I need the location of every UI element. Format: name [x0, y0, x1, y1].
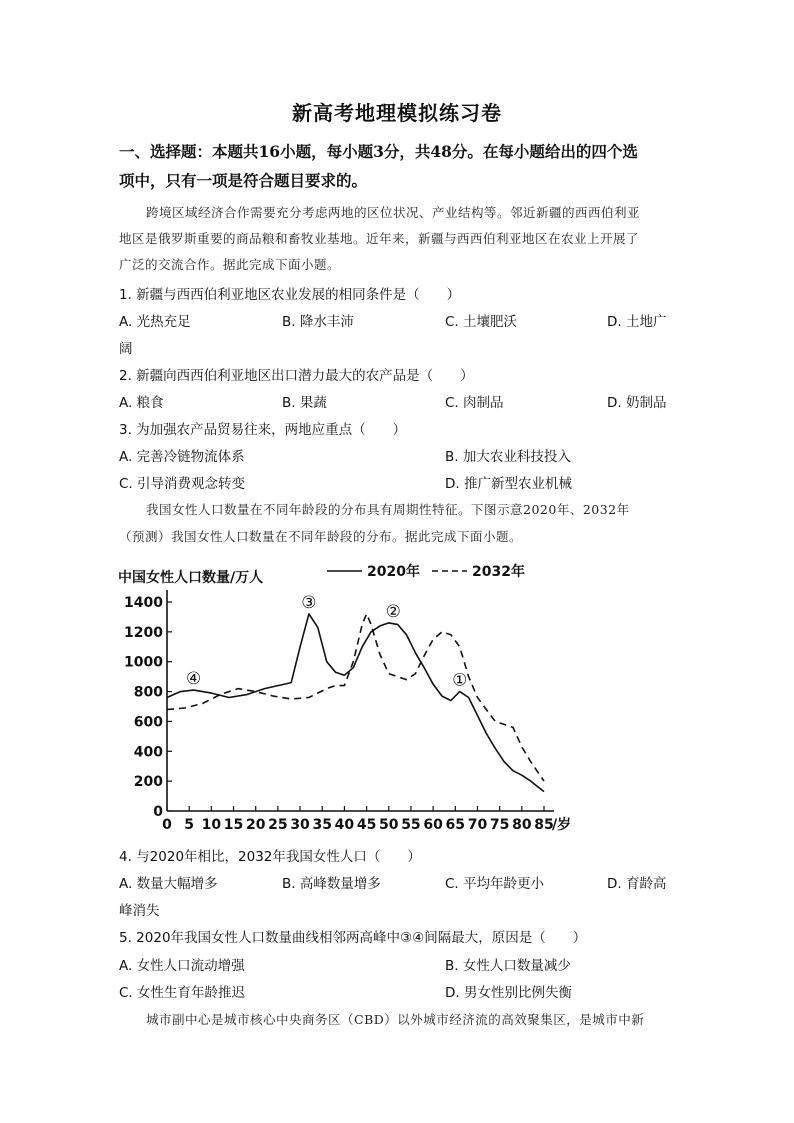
question-3-stem: 3. 为加强农产品贸易往来，两地应重点（ ） — [119, 422, 407, 438]
y-tick-label: 1200 — [124, 624, 163, 641]
section-heading-line2: 项中，只有一项是符合题目要求的。 — [119, 171, 368, 190]
chart-legend — [327, 563, 525, 580]
page-title: 新高考地理模拟练习卷 — [292, 101, 502, 125]
q2-option-d[interactable]: D. 奶制品 — [607, 395, 667, 411]
passage1-line2: 地区是俄罗斯重要的商品粮和畜牧业基地。近年来，新疆与西西伯利亚地区在农业上开展了 — [119, 231, 640, 246]
x-tick-label: 70 — [467, 817, 488, 833]
x-tick-label: 15 — [223, 817, 244, 833]
annotation-label: ④ — [185, 669, 202, 690]
y-tick-label: 0 — [153, 804, 163, 820]
q5-option-b[interactable]: B. 女性人口数量减少 — [445, 958, 571, 974]
passage2-line1: 我国女性人口数量在不同年龄段的分布具有周期性特征。下图示意2020年、2032年 — [146, 502, 630, 517]
x-tick-label: 85 — [534, 817, 554, 833]
q1-option-d[interactable]: D. 土地广 — [607, 314, 667, 330]
question-5-stem: 5. 2020年我国女性人口数量曲线相邻两高峰中③④间隔最大，原因是（ ） — [119, 930, 587, 946]
x-tick-label: 20 — [245, 817, 266, 833]
chart-xlabel: /岁 — [552, 817, 572, 833]
passage1-line3: 广泛的交流合作。据此完成下面小题。 — [119, 257, 341, 272]
chart-ticks — [124, 595, 571, 833]
q4-option-b[interactable]: B. 高峰数量增多 — [282, 876, 381, 892]
q4-option-a[interactable]: A. 数量大幅增多 — [119, 876, 218, 892]
series-line-2032年 — [167, 614, 544, 781]
q1-option-b[interactable]: B. 降水丰沛 — [282, 314, 354, 330]
q3-option-d[interactable]: D. 推广新型农业机械 — [445, 476, 572, 492]
chart-axes — [167, 590, 554, 811]
passage1-line1: 跨境区域经济合作需要充分考虑两地的区位状况、产业结构等。邻近新疆的西西伯利亚 — [146, 205, 641, 220]
y-tick-label: 1000 — [124, 654, 163, 671]
question-1-stem: 1. 新疆与西西伯利亚地区农业发展的相同条件是（ ） — [119, 287, 461, 303]
q1-option-a[interactable]: A. 光热充足 — [119, 314, 191, 330]
q4-option-d-continued: 峰消失 — [119, 903, 160, 919]
passage2-line2: （预测）我国女性人口数量在不同年龄段的分布。据此完成下面小题。 — [119, 529, 523, 544]
chart-ylabel: 中国女性人口数量/万人 — [118, 570, 264, 586]
x-tick-label: 65 — [445, 817, 466, 833]
x-tick-label: 55 — [401, 817, 421, 833]
x-tick-label: 40 — [334, 817, 355, 833]
q2-option-a[interactable]: A. 粮食 — [119, 395, 164, 411]
chart-series — [167, 614, 544, 792]
q5-option-a[interactable]: A. 女性人口流动增强 — [119, 958, 245, 974]
x-tick-label: 35 — [312, 817, 332, 833]
q5-option-d[interactable]: D. 男女性别比例失衡 — [445, 985, 572, 1001]
q3-option-a[interactable]: A. 完善冷链物流体系 — [119, 449, 245, 465]
q1-option-d-continued: 阔 — [119, 341, 133, 357]
series-line-2020年 — [167, 614, 544, 792]
x-tick-label: 60 — [423, 817, 443, 833]
chart-annotations — [186, 593, 467, 691]
x-tick-label: 45 — [356, 817, 377, 833]
q5-option-c[interactable]: C. 女性生育年龄推迟 — [119, 985, 246, 1001]
y-tick-label: 200 — [133, 774, 163, 791]
annotation-label: ③ — [301, 593, 317, 613]
x-tick-label: 0 — [162, 817, 172, 833]
annotation-label: ① — [452, 670, 468, 691]
q4-option-c[interactable]: C. 平均年龄更小 — [445, 876, 545, 892]
legend-label: 2032年 — [472, 564, 525, 580]
y-tick-label: 400 — [133, 744, 163, 761]
x-tick-label: 30 — [290, 817, 310, 833]
x-tick-label: 25 — [268, 817, 288, 833]
legend-label: 2020年 — [367, 564, 420, 580]
q2-option-b[interactable]: B. 果蔬 — [282, 395, 327, 411]
x-tick-label: 10 — [201, 817, 222, 833]
y-tick-label: 800 — [133, 684, 163, 701]
section-heading-line1: 一、选择题：本题共16小题，每小题3分，共48分。在每小题给出的四个选 — [119, 142, 638, 161]
passage3-line1: 城市副中心是城市核心中央商务区（CBD）以外城市经济流的高效聚集区，是城市中新 — [146, 1012, 645, 1027]
question-4-stem: 4. 与2020年相比，2032年我国女性人口（ ） — [119, 849, 421, 865]
question-2-stem: 2. 新疆向西西伯利亚地区出口潜力最大的农产品是（ ） — [119, 368, 474, 384]
q3-option-c[interactable]: C. 引导消费观念转变 — [119, 476, 246, 492]
q2-option-c[interactable]: C. 肉制品 — [445, 395, 504, 411]
x-tick-label: 75 — [489, 817, 510, 833]
annotation-label: ② — [385, 601, 401, 622]
x-tick-label: 5 — [184, 817, 195, 833]
y-tick-label: 1400 — [124, 595, 163, 611]
y-tick-label: 600 — [133, 714, 163, 731]
x-tick-label: 80 — [512, 817, 532, 833]
x-tick-label: 50 — [379, 817, 399, 833]
q3-option-b[interactable]: B. 加大农业科技投入 — [445, 449, 571, 465]
population-chart — [112, 560, 592, 836]
q4-option-d[interactable]: D. 育龄高 — [607, 876, 667, 892]
q1-option-c[interactable]: C. 土壤肥沃 — [445, 314, 518, 330]
